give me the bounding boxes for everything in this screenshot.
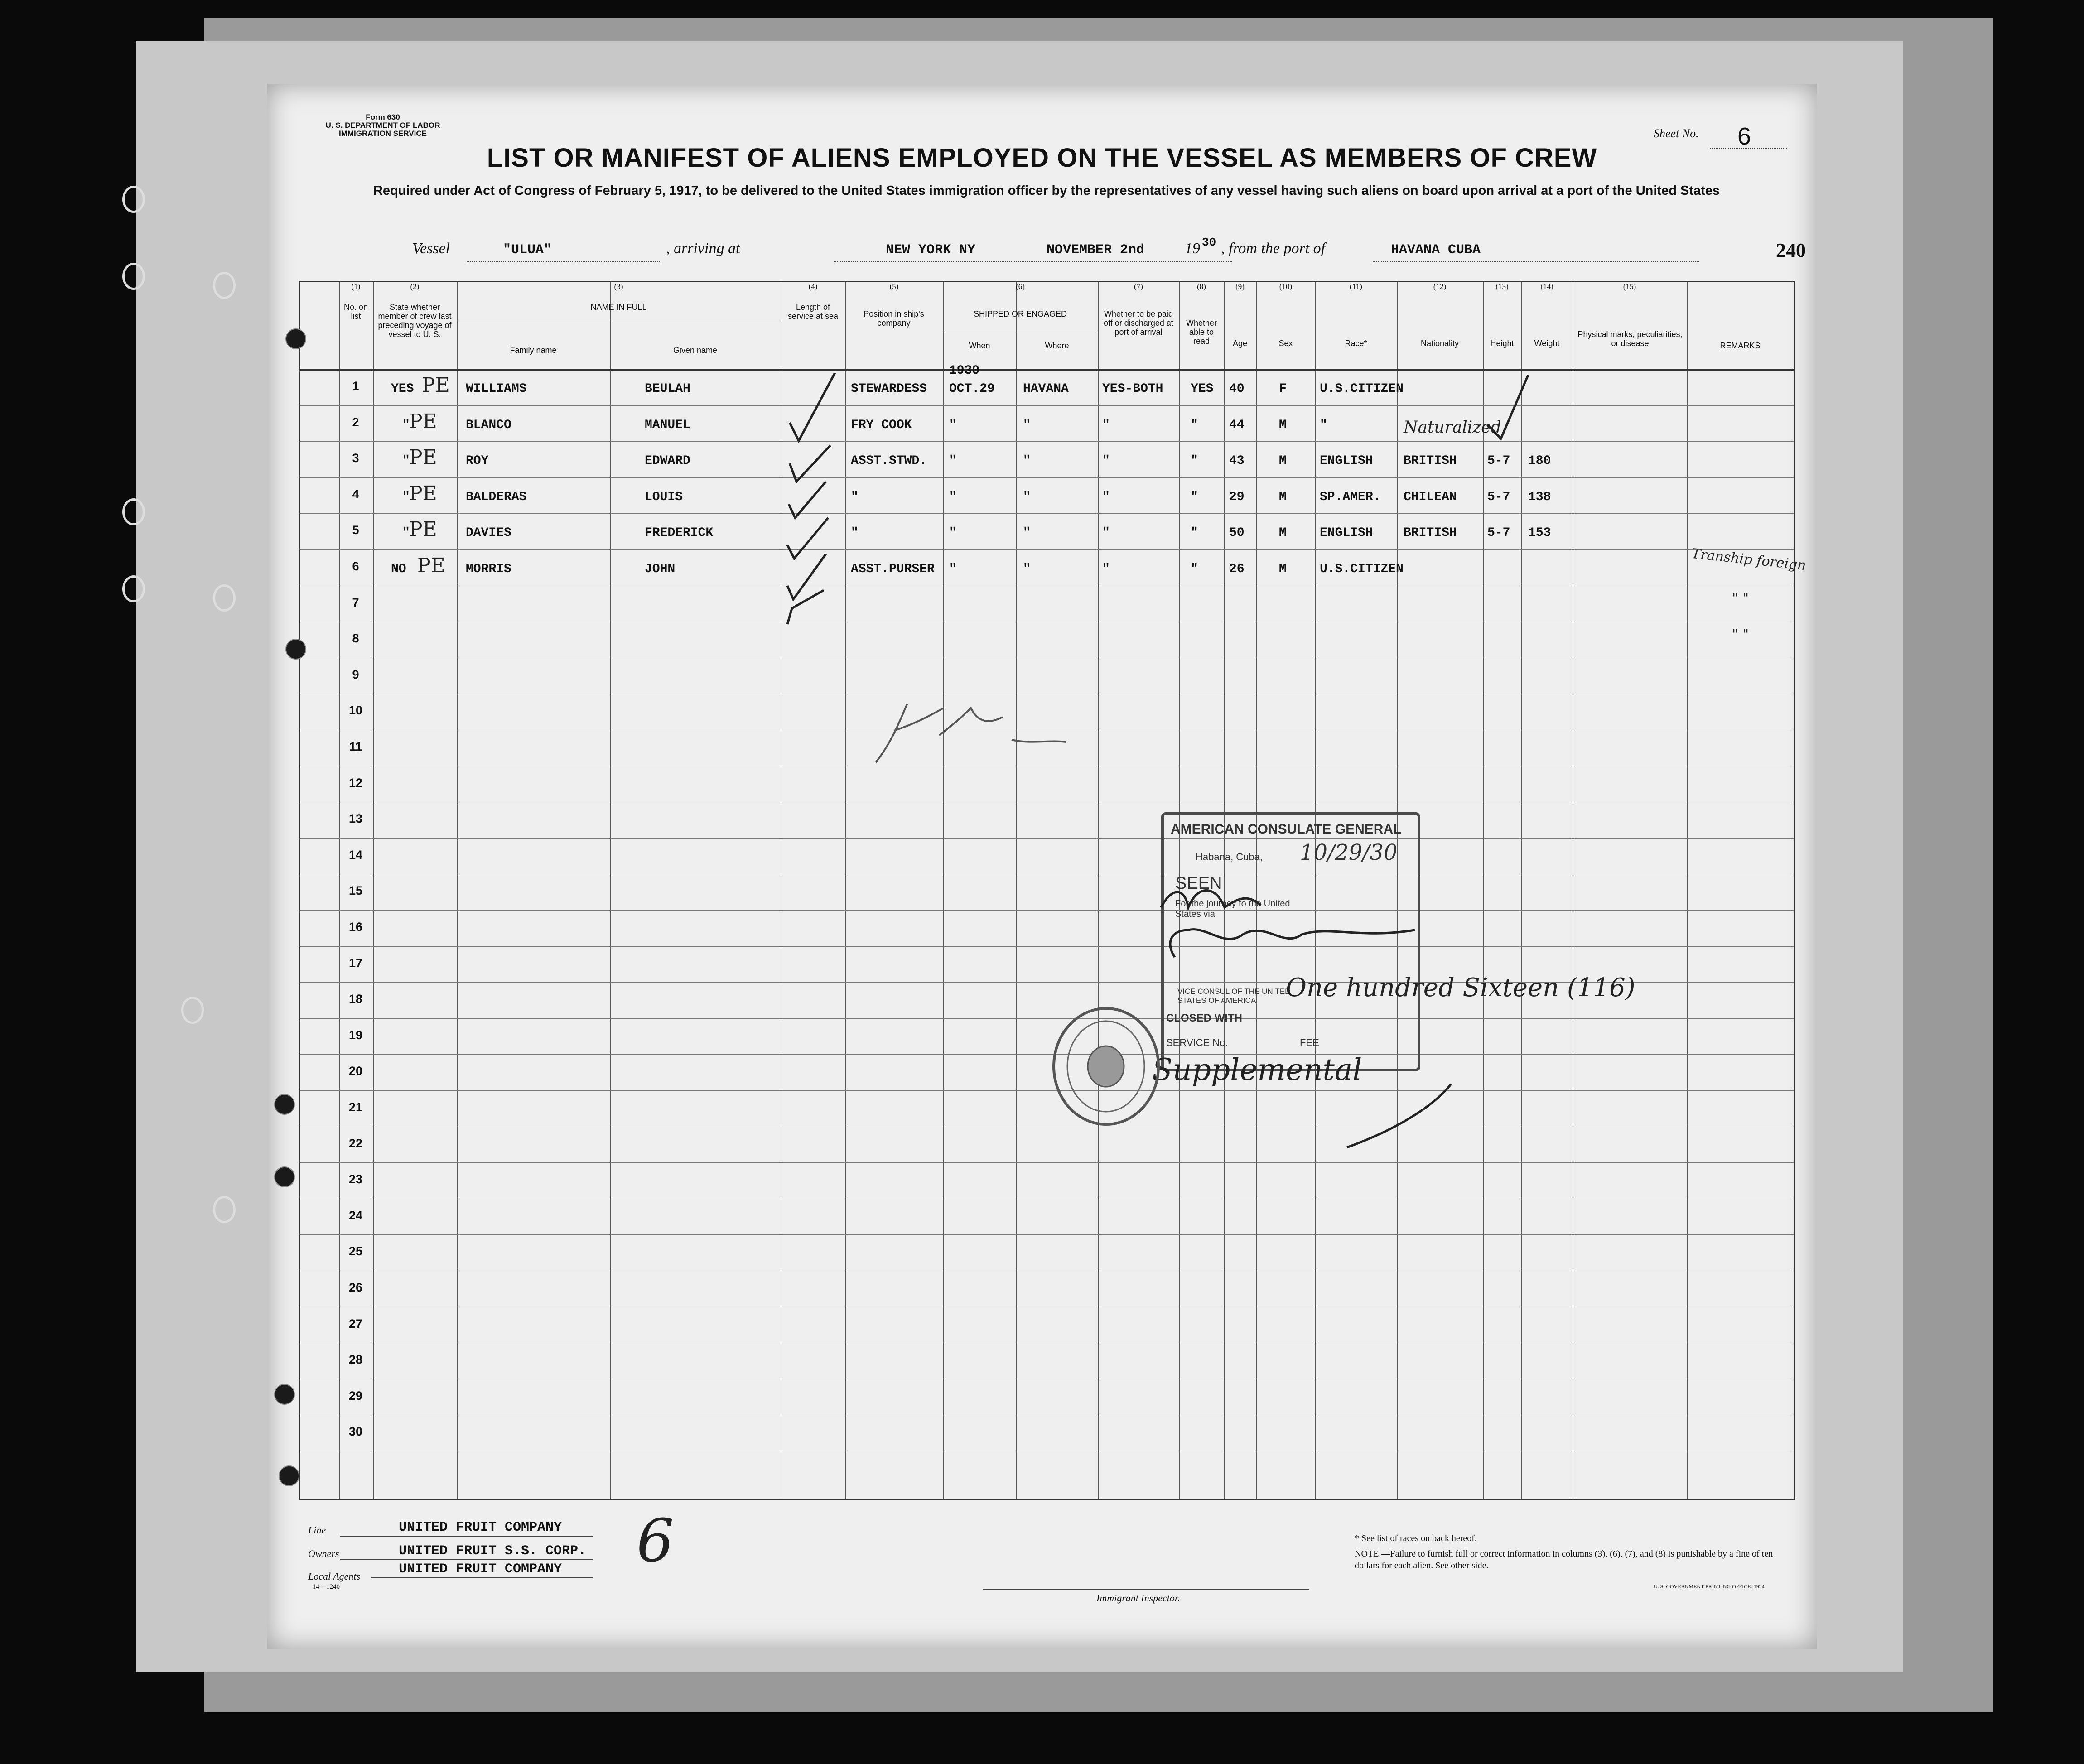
header-weight: Weight <box>1534 339 1560 348</box>
where-cell: " <box>1023 454 1031 468</box>
row-line <box>300 513 1794 514</box>
col-num: (15) <box>1623 282 1636 291</box>
row-number: 13 <box>348 812 363 826</box>
punch-hole <box>122 575 145 602</box>
stamp-service-no: SERVICE No. <box>1166 1037 1228 1048</box>
row-number: 2 <box>352 415 359 429</box>
stamp-closed-value: One hundred Sixteen (116) <box>1286 973 1635 1002</box>
col-num: (7) <box>1134 282 1143 291</box>
prev-voyage-cell: " <box>402 454 410 468</box>
row-number: 10 <box>348 704 363 718</box>
position-cell: " <box>851 490 859 504</box>
punch-hole <box>122 186 145 213</box>
row-line <box>300 1234 1794 1235</box>
col-num: (3) <box>614 282 623 291</box>
row-line <box>300 1018 1794 1019</box>
footer-races-note: * See list of races on back hereof. <box>1355 1533 1477 1543</box>
nationality-cell: BRITISH <box>1404 526 1457 540</box>
row-number: 18 <box>348 992 363 1006</box>
col-num: (1) <box>351 282 361 291</box>
height-cell: 5-7 <box>1487 490 1510 504</box>
when-cell: " <box>949 418 957 432</box>
able-read-cell: " <box>1191 526 1198 540</box>
stamp-date: 10/29/30 <box>1300 840 1398 865</box>
pe-mark: PE <box>409 482 437 505</box>
age-cell: 43 <box>1229 454 1245 468</box>
position-cell: FRY COOK <box>851 418 912 432</box>
page-title: LIST OR MANIFEST OF ALIENS EMPLOYED ON THE VESSEL AS MEMBERS OF CREW <box>487 143 1597 173</box>
family-name-cell: ROY <box>466 454 489 468</box>
checkmark-icon <box>1487 375 1528 439</box>
able-read-cell: YES <box>1191 382 1214 396</box>
nationality-cell: Naturalized <box>1404 418 1501 437</box>
given-name-cell: FREDERICK <box>645 526 714 540</box>
family-name-cell: WILLIAMS <box>466 382 527 396</box>
weight-cell: 138 <box>1528 490 1551 504</box>
prev-voyage-cell: " <box>402 526 410 540</box>
punch-hole <box>181 997 204 1024</box>
row-number: 30 <box>348 1425 363 1439</box>
row-line <box>300 910 1794 911</box>
row-number: 1 <box>352 379 359 393</box>
checkmark-icon <box>789 482 826 518</box>
row-number: 5 <box>352 523 359 537</box>
able-read-cell: " <box>1191 418 1198 432</box>
row-number: 16 <box>348 920 363 934</box>
ditto-mark: " " <box>1732 627 1749 642</box>
stamp-journey: For the journey to the United States via <box>1175 899 1290 919</box>
punch-hole <box>213 272 236 299</box>
row-number: 7 <box>352 595 359 609</box>
given-name-cell: JOHN <box>645 562 675 576</box>
when-year-cell: 1930 <box>949 364 980 378</box>
row-line <box>300 405 1794 406</box>
where-cell: HAVANA <box>1023 382 1069 396</box>
consul-signature <box>1148 880 1419 971</box>
race-cell: ENGLISH <box>1320 454 1373 468</box>
footer-form-code: 14—1240 <box>313 1583 340 1590</box>
row-number: 28 <box>348 1353 363 1367</box>
prev-voyage-cell: " <box>402 418 410 432</box>
header-where: Where <box>1045 341 1069 350</box>
header-able-read: Whether able to read <box>1186 318 1217 346</box>
row-line <box>300 838 1794 839</box>
row-number: 25 <box>348 1244 363 1258</box>
punch-hole <box>279 1465 299 1486</box>
pe-mark: PE <box>409 518 437 541</box>
header-length-service: Length of service at sea <box>787 303 839 321</box>
stamp-city: Habana, Cuba, <box>1196 851 1263 863</box>
row-number: 27 <box>348 1316 363 1330</box>
col-num: (12) <box>1433 282 1447 291</box>
header-state-whether: State whether member of crew last preceding voyage of vessel to U. S. <box>378 303 452 339</box>
punch-hole <box>274 1384 295 1405</box>
row-line <box>300 1054 1794 1055</box>
nationality-cell: CHILEAN <box>1404 490 1457 504</box>
paid-off-cell: YES-BOTH <box>1102 382 1163 396</box>
inspector-signature <box>867 694 1071 771</box>
row-number: 11 <box>349 740 362 753</box>
stamp-closed-with: CLOSED WITH <box>1166 1012 1242 1024</box>
age-cell: 44 <box>1229 418 1245 432</box>
arrival-date: NOVEMBER 2nd <box>1047 242 1145 258</box>
punch-hole <box>274 1166 295 1187</box>
header-remarks: REMARKS <box>1720 341 1761 350</box>
given-name-cell: LOUIS <box>645 490 683 504</box>
age-cell: 26 <box>1229 562 1245 576</box>
position-cell: " <box>851 526 859 540</box>
sheet-label: Sheet No. <box>1654 127 1699 140</box>
department: U. S. DEPARTMENT OF LABOR <box>325 121 440 130</box>
punch-hole <box>213 584 236 612</box>
stamp-consulate: AMERICAN CONSULATE GENERAL <box>1171 822 1402 837</box>
page-count-number: 240 <box>1776 239 1806 261</box>
sex-cell: M <box>1279 454 1287 468</box>
when-cell: " <box>949 526 957 540</box>
footer-line-label: Line <box>308 1524 326 1536</box>
row-number: 17 <box>348 956 363 970</box>
row-number: 26 <box>348 1281 363 1294</box>
height-cell: 5-7 <box>1487 526 1510 540</box>
sex-cell: M <box>1279 418 1287 432</box>
punch-hole <box>122 498 145 525</box>
row-line <box>300 1162 1794 1163</box>
able-read-cell: " <box>1191 454 1198 468</box>
punch-hole <box>213 1196 236 1223</box>
row-number: 9 <box>352 667 359 681</box>
stamp-supplemental: Supplemental <box>1152 1052 1362 1087</box>
sex-cell: M <box>1279 490 1287 504</box>
punch-hole <box>285 328 306 349</box>
col-num: (14) <box>1540 282 1553 291</box>
row-number: 3 <box>352 451 359 465</box>
supplemental-flourish <box>1342 1080 1460 1152</box>
header-position: Position in ship's company <box>864 309 924 328</box>
sex-cell: M <box>1279 526 1287 540</box>
race-cell: " <box>1320 418 1327 432</box>
consulate-seal <box>1052 1007 1160 1126</box>
nationality-cell: BRITISH <box>1404 454 1457 468</box>
family-name-cell: BLANCO <box>466 418 511 432</box>
footer-note: NOTE.—Failure to furnish full or correct information in columns (3), (6), (7), and (8) is punishable by a fine of ten dollars for each alien. See other side. <box>1355 1549 1773 1571</box>
row-line <box>300 1090 1794 1091</box>
footer-inspector: Immigrant Inspector. <box>1096 1592 1180 1604</box>
checkmark-icon <box>787 518 828 559</box>
col-num: (5) <box>889 282 899 291</box>
family-name-cell: DAVIES <box>466 526 511 540</box>
header-physical: Physical marks, peculiarities, or disease <box>1577 330 1683 348</box>
year-suffix: 30 <box>1202 236 1216 249</box>
year-prefix: 19 <box>1185 240 1200 257</box>
header-name-in-full: NAME IN FULL <box>590 303 647 312</box>
row-line <box>300 549 1794 550</box>
able-read-cell: " <box>1191 490 1198 504</box>
weight-cell: 180 <box>1528 454 1551 468</box>
arriving-port: NEW YORK NY <box>886 242 976 258</box>
header-shipped: SHIPPED OR ENGAGED <box>973 309 1067 318</box>
weight-cell: 153 <box>1528 526 1551 540</box>
family-name-cell: BALDERAS <box>466 490 527 504</box>
row-line <box>300 946 1794 947</box>
checkmark-icon <box>787 590 824 624</box>
able-read-cell: " <box>1191 562 1198 576</box>
from-port: HAVANA CUBA <box>1391 242 1481 258</box>
header-when: When <box>969 341 990 350</box>
pe-mark: PE <box>409 410 437 433</box>
where-cell: " <box>1023 418 1031 432</box>
punch-hole <box>285 639 306 660</box>
row-number: 12 <box>348 776 363 790</box>
footer-line: UNITED FRUIT COMPANY <box>399 1520 562 1535</box>
handwritten-six: 6 <box>637 1506 674 1575</box>
row-number: 8 <box>352 631 359 646</box>
col-num: (13) <box>1495 282 1509 291</box>
header-height: Height <box>1490 339 1514 348</box>
checkmarks-column <box>781 373 849 627</box>
height-cell: 5-7 <box>1487 454 1510 468</box>
row-number: 15 <box>348 884 363 898</box>
age-cell: 40 <box>1229 382 1245 396</box>
age-cell: 50 <box>1229 526 1245 540</box>
arriving-label: , arriving at <box>666 240 740 257</box>
row-number: 4 <box>352 487 359 501</box>
punch-hole <box>274 1094 295 1115</box>
from-port-label: , from the port of <box>1221 240 1326 257</box>
crew-table <box>299 281 1807 1500</box>
manifest-page <box>267 84 1817 1649</box>
checkmark-icon <box>790 373 835 441</box>
page-subtitle: Required under Act of Congress of February 5, 1917, to be delivered to the United States immigration officer by the representatives of any vessel having such aliens on board upon arrival at a port of the United States <box>373 183 1720 198</box>
paid-off-cell: " <box>1102 526 1110 540</box>
when-cell: " <box>949 562 957 576</box>
checkmark-icon <box>790 445 830 482</box>
where-cell: " <box>1023 526 1031 540</box>
header-family-name: Family name <box>510 346 557 355</box>
row-number: 21 <box>348 1100 363 1114</box>
paid-off-cell: " <box>1102 454 1110 468</box>
where-cell: " <box>1023 562 1031 576</box>
footer-printing: U. S. GOVERNMENT PRINTING OFFICE: 1924 <box>1654 1583 1765 1590</box>
position-cell: ASST.PURSER <box>851 562 935 576</box>
col-num: (9) <box>1235 282 1245 291</box>
vessel-label: Vessel <box>412 240 450 257</box>
header-nationality: Nationality <box>1420 339 1459 348</box>
when-cell: " <box>949 454 957 468</box>
punch-hole <box>122 263 145 290</box>
footer-agents-label: Local Agents <box>308 1571 361 1582</box>
vessel-name: "ULUA" <box>503 242 552 258</box>
footer-owners-label: Owners <box>308 1548 339 1559</box>
pe-mark: PE <box>417 554 445 577</box>
row-number: 19 <box>348 1028 363 1042</box>
row-number: 24 <box>348 1208 363 1222</box>
sex-cell: M <box>1279 562 1287 576</box>
header-given-name: Given name <box>673 346 718 355</box>
paid-off-cell: " <box>1102 562 1110 576</box>
col-num: (6) <box>1016 282 1025 291</box>
header-race: Race* <box>1345 339 1367 348</box>
row-number: 20 <box>348 1064 363 1078</box>
col-num: (2) <box>410 282 420 291</box>
checkmark-nationality <box>1478 371 1546 443</box>
paid-off-cell: " <box>1102 418 1110 432</box>
race-cell: SP.AMER. <box>1320 490 1381 504</box>
ditto-mark: " " <box>1732 590 1749 606</box>
prev-voyage-cell: NO <box>391 562 406 576</box>
given-name-cell: BEULAH <box>645 382 690 396</box>
sex-cell: F <box>1279 382 1287 396</box>
row-number: 6 <box>352 559 359 573</box>
footer-owners: UNITED FRUIT S.S. CORP. <box>399 1543 587 1559</box>
race-cell: U.S.CITIZEN <box>1320 382 1404 396</box>
footer-agents: UNITED FRUIT COMPANY <box>399 1562 562 1577</box>
paid-off-cell: " <box>1102 490 1110 504</box>
row-line <box>300 477 1794 478</box>
prev-voyage-cell: YES <box>391 382 414 396</box>
row-line <box>300 441 1794 442</box>
header-age: Age <box>1232 339 1248 348</box>
position-cell: STEWARDESS <box>851 382 927 396</box>
given-name-cell: EDWARD <box>645 454 690 468</box>
race-cell: U.S.CITIZEN <box>1320 562 1404 576</box>
pe-mark: PE <box>422 374 450 397</box>
row-number: 29 <box>348 1388 363 1403</box>
header-sex: Sex <box>1278 339 1293 348</box>
given-name-cell: MANUEL <box>645 418 690 432</box>
header-no-on-list: No. on list <box>343 303 368 321</box>
stamp-fee: FEE <box>1300 1037 1319 1048</box>
age-cell: 29 <box>1229 490 1245 504</box>
col-num: (8) <box>1197 282 1206 291</box>
form-number: Form 630 <box>366 113 400 121</box>
pe-mark: PE <box>409 446 437 469</box>
prev-voyage-cell: " <box>402 490 410 504</box>
stamp-seen: SEEN <box>1175 874 1222 893</box>
row-number: 23 <box>348 1172 363 1186</box>
row-number: 14 <box>348 848 363 862</box>
remarks-handwritten: Tranship foreign <box>1690 545 1807 574</box>
row-number: 22 <box>348 1136 363 1150</box>
sheet-number: 6 <box>1737 123 1751 150</box>
col-num: (11) <box>1350 282 1362 291</box>
family-name-cell: MORRIS <box>466 562 511 576</box>
race-cell: ENGLISH <box>1320 526 1373 540</box>
col-num: (4) <box>808 282 818 291</box>
form-id <box>319 113 446 138</box>
where-cell: " <box>1023 490 1031 504</box>
service: IMMIGRATION SERVICE <box>339 129 427 138</box>
col-num: (10) <box>1279 282 1293 291</box>
when-cell: " <box>949 490 957 504</box>
stamp-vice-consul: VICE CONSUL OF THE UNITED STATES OF AMERICA <box>1177 987 1291 1005</box>
when-cell: OCT.29 <box>949 382 995 396</box>
position-cell: ASST.STWD. <box>851 454 927 468</box>
header-paid-off: Whether to be paid off or discharged at port of arrival <box>1104 309 1173 337</box>
